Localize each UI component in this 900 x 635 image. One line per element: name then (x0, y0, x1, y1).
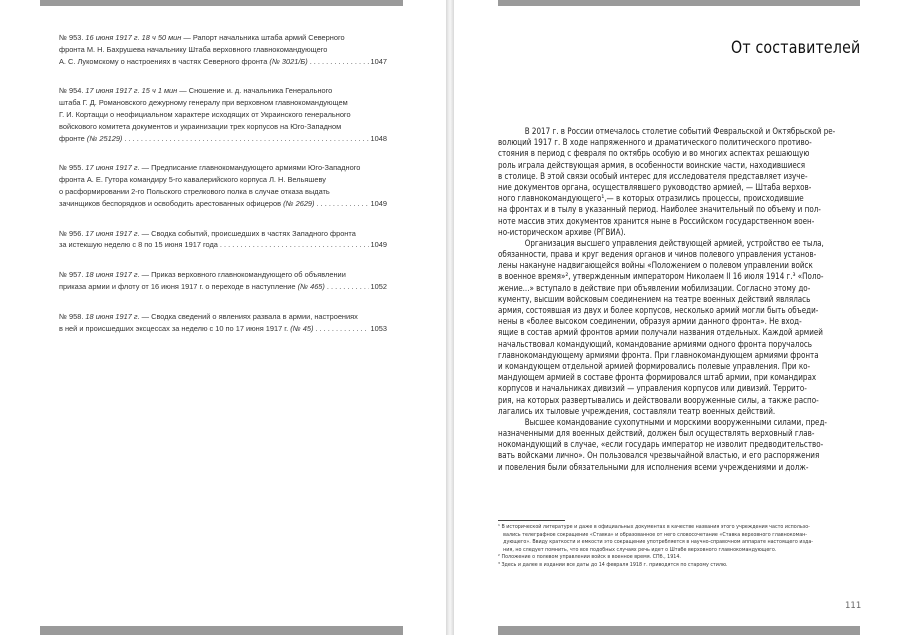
footnote-rule (498, 520, 565, 521)
toc-date: 16 июня 1917 г. 18 ч 50 мин (85, 33, 182, 42)
toc-ref: (№ 3021/Б) (269, 56, 308, 66)
toc-line (59, 174, 387, 186)
body-line: главнокомандующему армиями фронта. При главнокомандующем армиями фронта (498, 350, 819, 361)
toc-entry (59, 269, 387, 293)
toc-line-last (59, 323, 387, 335)
body-line: мандующем армией в составе фронта формировался штаб армии, при командирах (498, 373, 817, 384)
toc-page-number: 1049 (370, 240, 387, 250)
toc-ref: (№ 25129) (86, 133, 123, 143)
body-line: ного главнокомандующего¹,— в которых отразились процессы, происходившие (498, 194, 804, 205)
toc-leader-dots (220, 239, 369, 251)
toc-text: за истекшую неделю с 8 по 15 июня 1917 года (59, 240, 218, 250)
toc-entry (59, 32, 387, 67)
body-line: жение...» вступало в действие при объявлении мобилизации. Согласно этому до- (498, 283, 811, 294)
footnotes (498, 524, 860, 569)
footnote-line: дующего». Ввиду краткости и емкости это сокращение употребляется в научно-справочном аппарате настоящего изда- (503, 539, 814, 545)
body-line: рия, на которых развертывались и действовали вооруженные силы, а также распо- (498, 395, 819, 406)
footnote-line: ния, но следует помнить, что все подобных случаях речь идет о Штабе верховного главнокомандующего. (503, 546, 777, 553)
footnote-line: вались телеграфное сокращение «Ставка» и образованное от него словосочетание «Ставка верховного главнокоман- (503, 531, 808, 538)
toc-page-number: 1048 (370, 133, 387, 143)
body-line: стояния в период с февраля по октябрь особую и во многих аспектах решающую (498, 149, 810, 160)
toc-line-last (59, 281, 387, 293)
toc-line (59, 186, 387, 198)
body-line: нены в «более высоком соединении, образуя армии данного фронта». Не вход- (498, 317, 802, 328)
toc-text: — Сношение и. д. начальника Генерального (177, 86, 333, 96)
toc-line (59, 32, 387, 44)
toc-text: А. С. Лукомскому о настроениях в частях Северного фронта (№ 3021/Б) (59, 56, 308, 66)
body-line: армия, состоявшая из двух и более корпусов, несколько армий могли быть объеди- (498, 306, 819, 316)
body-line: назначенными для военных действий, должен был осуществлять верховный глав- (498, 429, 815, 440)
footnote-line: ³ Здесь и далее в издании все даты до 14 февраля 1918 г. приводятся по старому стилю. (498, 561, 728, 568)
toc-line (59, 228, 387, 240)
toc-ref: (№ 45) (290, 323, 314, 333)
toc-page-number: 1052 (370, 281, 387, 291)
toc-text: фронте (№ 25129) (59, 133, 123, 143)
body-line: начальствовал командующий, командование армиями одного фронта поручалось (498, 339, 813, 350)
toc-text: — Сводка сведений о явлениях развала в армии, настроениях (139, 311, 358, 321)
body-line: ящие в состав армий фронтов армии получали названия отдельных. Каждой армией (498, 328, 823, 339)
body-line: лены накануне надвигающейся войны «Положением о полевом управлении войск (498, 261, 813, 272)
toc-number: штаба Г. Д. Романовского дежурному генералу при верховном главнокомандующем (59, 98, 348, 108)
toc-leader-dots (310, 56, 369, 68)
page-title: От составителей (731, 38, 861, 57)
toc-date: 17 июня 1917 г. 15 ч 1 мин (85, 86, 178, 96)
toc-number: № 953. (59, 33, 86, 42)
body-line: на фронтах и в тылу в указанный период. Наиболее значительный по объему и пол- (498, 205, 821, 216)
toc-entry (59, 162, 387, 209)
body-line: и повеления были обязательными для исполнения всеми учреждениями и долж- (498, 462, 809, 473)
footnote-line: ² Положение о полевом управлении войск в военное время. СПб., 1914. (498, 554, 681, 560)
body-line: в военное время»², утвержденным императором Николаем II 16 июля 1914 г.³ «Поло- (498, 272, 824, 283)
toc-text: — Предписание главнокомандующего армиями Юго-Западного (139, 163, 361, 173)
toc-text: — Сводка событий, происшедших в частях Западного фронта (139, 228, 356, 238)
body-line: нокомандующий в случае, «если государь император не изволит предводительство- (498, 440, 824, 451)
toc-line (59, 85, 387, 97)
toc-number: № 954. (59, 86, 86, 96)
body-text (498, 127, 860, 474)
toc-page-number: 1047 (370, 56, 387, 66)
body-line: В 2017 г. в России отмечалось столетие событий Февральской и Октябрьской ре- (524, 127, 836, 137)
toc-line (59, 44, 387, 56)
toc-number: № 956. (59, 228, 86, 238)
toc-text: в ней и происшедших эксцессах за неделю с 10 по 17 июня 1917 г. (№ 45) (59, 323, 314, 333)
toc-number: о расформировании 2-го Польского стрелкового полка в случае отказа выдать (59, 186, 330, 196)
toc-text: приказа армии и флоту от 16 июня 1917 г. о переходе в наступление (№ 465) (59, 281, 325, 291)
bottom-bar-left (40, 626, 403, 635)
toc-line (59, 269, 387, 281)
body-line: Организация высшего управления действующей армией, устройство ее тыла, (524, 238, 824, 249)
body-line: роль играла действующая армия, в особенности воинские части, находившиеся (498, 160, 806, 171)
page-number: 111 (845, 601, 862, 611)
body-line: кументу, высшим войсковым соединением на театре военных действий являлась (498, 294, 811, 305)
toc-line-last (59, 239, 387, 251)
toc-line (59, 162, 387, 174)
toc-line (59, 109, 387, 121)
toc-number: Г. И. Кортацци о неофициальном характере исходящих от Украинского генерального (59, 109, 351, 119)
body-line: корпусов и начальниках дивизий — управления корпусов или дивизий. Террито- (498, 384, 807, 395)
book-gutter (446, 0, 454, 635)
toc-page-number: 1053 (370, 323, 387, 333)
toc-date: 17 июня 1917 г. (85, 163, 140, 173)
toc-text: — Рапорт начальника штаба армий Северного (181, 33, 345, 42)
toc-text: зачинщиков беспорядков и освободить арестованных офицеров (№ 2629) (59, 198, 315, 208)
toc-date: 18 июня 1917 г. (85, 311, 140, 321)
body-line: Высшее командование сухопутными и морскими вооруженными силами, пред- (524, 417, 828, 428)
body-line: но-историческом архиве (РГВИА). (498, 227, 626, 238)
toc-entry (59, 228, 387, 252)
toc-line-last (59, 133, 387, 145)
toc-entry (59, 311, 387, 335)
toc-number: фронта А. Е. Гутора командиру 5-го кавалерийского корпуса Л. Н. Вельяшеву (59, 175, 326, 185)
body-line: в столице. В этой связи особый интерес для исследователя представляет изуче- (498, 171, 808, 182)
toc-text: — Приказ верховного главнокомандующего об объявлении (139, 270, 346, 280)
toc-line (59, 121, 387, 133)
footnote-line: ¹ В исторической литературе и даже в официальных документах в качестве названия этого учреждения часто использо- (498, 524, 810, 530)
toc-date: 18 июня 1917 г. (85, 270, 140, 280)
toc-leader-dots (124, 133, 368, 145)
toc-ref: (№ 2629) (283, 198, 315, 208)
toc-page-number: 1049 (370, 198, 387, 208)
toc-line (59, 97, 387, 109)
body-line: волюций 1917 г. В ходе напряженного и драматического политического противо- (498, 138, 812, 149)
toc-leader-dots (315, 323, 368, 335)
body-line: ноте массив этих документов хранится ныне в Российском государственном воен- (498, 216, 815, 227)
toc-number: № 958. (59, 311, 86, 321)
body-line: ние документов органа, осуществлявшего руководство армией, — Штаба верхов- (498, 182, 812, 193)
top-bar-left (40, 0, 403, 6)
toc-number: фронта М. Н. Бахрушева начальнику Штаба верховного главнокомандующего (59, 44, 328, 54)
body-line: и командующем отдельной армией формировались полевые управления. При ко- (498, 361, 811, 372)
toc-date: 17 июня 1917 г. (85, 228, 140, 238)
toc-number: войскового комитета документов и украинизации трех корпусов на Юго-Западном (59, 121, 342, 131)
bottom-bar-right (498, 626, 860, 635)
toc-entry (59, 85, 387, 144)
toc-ref: (№ 465) (297, 281, 325, 291)
toc-line (59, 311, 387, 323)
toc-leader-dots (327, 281, 369, 293)
body-line: лагались их тыловые учреждения, составляли театр военных действий. (498, 406, 776, 417)
toc-line-last (59, 198, 387, 210)
toc-number: № 957. (59, 270, 86, 280)
table-of-contents (59, 32, 387, 352)
toc-line-last (59, 56, 387, 68)
body-line: обязанности, права и круг ведения органов и чинов полевого управления установ- (498, 250, 817, 261)
body-line: вать войсками лично». Он пользовался чрезвычайной властью, и его распоряжения (498, 451, 820, 462)
toc-number: № 955. (59, 163, 86, 173)
top-bar-right (498, 0, 860, 6)
toc-leader-dots (317, 198, 369, 210)
